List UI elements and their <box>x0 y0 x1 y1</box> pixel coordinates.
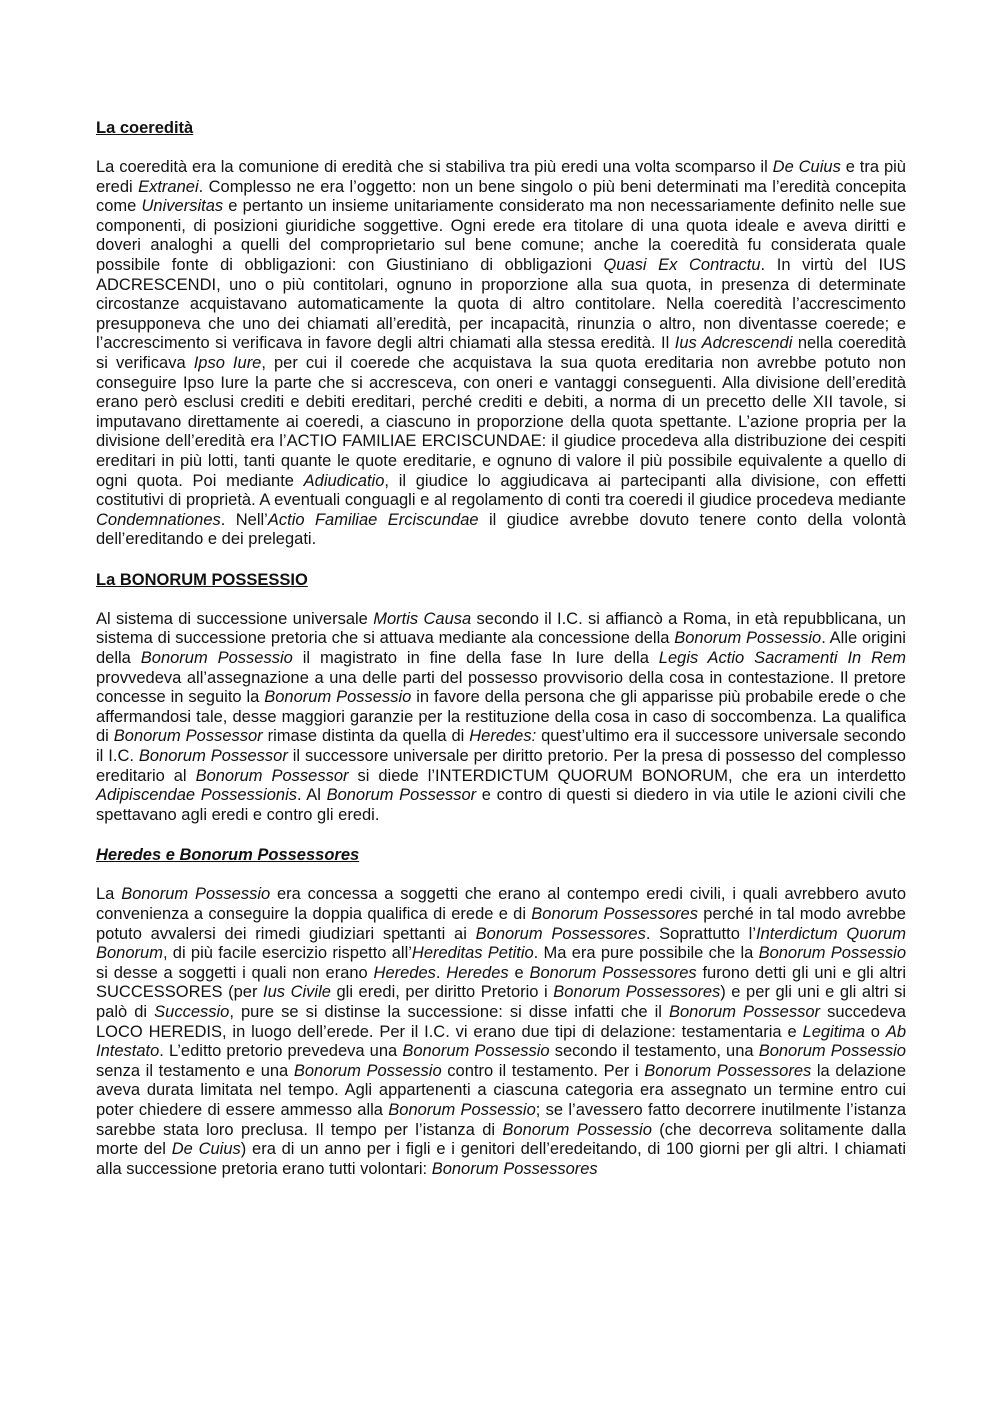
italic-term: Bonorum Possessores <box>644 1061 812 1080</box>
text-run: . Nell’ <box>220 510 268 529</box>
text-run: . Ma era pure possibile che la <box>533 944 759 963</box>
text-run: Al sistema di successione universale <box>96 609 374 628</box>
italic-term: Bonorum Possessio <box>674 629 822 648</box>
italic-term: Interdictum Quorum Bonorum <box>96 924 907 963</box>
italic-term: Hereditas Petitio <box>411 944 534 963</box>
text-run: e <box>508 963 530 982</box>
italic-term: Ipso Iure <box>193 353 262 372</box>
section-paragraph <box>96 610 906 826</box>
text-run: (che decorreva solitamente dalla morte del <box>96 1120 907 1159</box>
italic-term: Bonorum Possessores <box>529 963 697 982</box>
italic-term: Bonorum Possessores <box>553 983 721 1002</box>
italic-term: Adiudicatio <box>303 471 385 490</box>
text-run: era concessa a soggetti che erano al contempo eredi civili, i quali avrebbero avuto convenienza a conseguire la doppia qualifica di erede e di <box>96 885 906 923</box>
italic-term: Bonorum Possessio <box>388 1100 536 1119</box>
text-run: ; se l’avessero fatto decorrere inutilmente l’istanza sarebbe stata loro preclusa. Il tempo per l’istanza di <box>96 1100 906 1139</box>
section-paragraph <box>96 158 906 550</box>
text-run: ) era di un anno per i figli e i genitori dell’eredeitando, di 100 giorni per gli altri. I chiamati alla successione pretoria erano tutti volontari: <box>96 1140 906 1178</box>
text-run: La <box>96 885 122 904</box>
italic-term: Condemnationes <box>96 510 221 529</box>
italic-term: Actio Familiae Erciscundae <box>267 510 479 529</box>
italic-term: Bonorum Possessor <box>326 786 477 805</box>
italic-term: De Cuius <box>772 158 841 176</box>
italic-term: Heredes <box>373 963 436 982</box>
italic-term: Bonorum Possessio <box>758 944 906 963</box>
text-run: o <box>864 1022 886 1041</box>
text-run: quest’ultimo era il successore universale secondo il I.C. <box>96 727 906 766</box>
text-run: e tra più eredi <box>96 158 906 196</box>
italic-term: Bonorum Possessor <box>113 727 263 746</box>
text-run: senza il testamento e una <box>96 1061 294 1080</box>
text-run: . In virtù del IUS ADCRESCENDI, uno o più contitolari, ognuno in proporzione alla sua quota, in presenza di determinate circostanze acquistavano automaticamente la quota di altro contitolare. Nella coeredità l’accrescimento presupponeva che uno dei chiamati all’eredità, per incapacità, rinunzia o altro, non diventasse coerede; e l’accrescimento si verificava in favore degli altri chiamati alla stessa eredità. Il <box>96 255 906 353</box>
italic-term: Ius Adcrescendi <box>674 334 793 353</box>
italic-term: Bonorum Possessor <box>668 1002 821 1021</box>
text-run: , il giudice lo aggiudicava ai partecipanti alla divisione, con effetti costitutivi di proprietà. A eventuali conguagli e al regolamento di conti tra coeredi il giudice procedeva mediante <box>96 471 906 510</box>
text-run: . Soprattutto l’ <box>645 924 757 943</box>
section-paragraph <box>96 885 906 1179</box>
italic-term: Bonorum Possessor <box>138 747 288 766</box>
text-run: il giudice avrebbe dovuto tenere conto della volontà dell’ereditando e dei prelegati. <box>96 510 907 549</box>
text-run: contro il testamento. Per i <box>441 1061 645 1080</box>
text-run: e pertanto un insieme unitariamente considerato ma non necessariamente definito nelle sue componenti, di posizioni giuridiche soggettive. Ogni erede era titolare di una quota ideale e aveva diritti e doveri analoghi a quelli del comproprietario sul bene comune; anche la coeredità fu considerata quale possibile fonte di obbligazioni: con Giustiniano di obbligazioni <box>96 197 906 274</box>
text-run: . Al <box>296 786 327 805</box>
text-run: si diede l’INTERDICTUM QUORUM BONORUM, che era un interdetto <box>348 766 906 785</box>
text-run: . <box>435 963 447 982</box>
italic-term: Bonorum Possessor <box>195 766 349 785</box>
italic-term: Bonorum Possessio <box>264 688 412 707</box>
text-run: ) e per gli uni e gli altri si palò di <box>96 983 906 1021</box>
document-page <box>96 118 906 1199</box>
text-run: , per cui il coerede che acquistava la sua quota ereditaria non avrebbe potuto non conseguire Ipso Iure la parte che si accresceva, con oneri e vantaggi conseguenti. Alla divisione dell’eredità erano però esclusi crediti e debiti ereditari, perché crediti e debiti, a norma di un precetto delle XII tavole, si imputavano direttamente ai coeredi, a ciascuno in proporzione della quota spettante. L’azione propria per la divisione dell’eredità era l’ACTIO FAMILIAE ERCISCUNDAE: il giudice procedeva alla distribuzione dei cespiti ereditari in più lotti, tanti quante le quote ereditarie, e ognuno di valore il più possibile equivalente a quello di ogni quota. Poi mediante <box>96 353 907 490</box>
text-run: succedeva LOCO HEREDIS, in luogo dell’erede. Per il I.C. vi erano due tipi di delazione: testamentaria e <box>96 1002 906 1041</box>
text-run: secondo il I.C. si affiancò a Roma, in età repubblicana, un sistema di successione pretoria che si attuava mediante ala concessione della <box>96 609 906 648</box>
italic-term: Heredes: <box>469 727 537 746</box>
italic-term: Bonorum Possessores <box>475 924 646 943</box>
italic-term: Mortis Causa <box>373 609 472 628</box>
italic-term: Bonorum Possessores <box>531 905 698 923</box>
text-run: La coeredità era la comunione di eredità che si stabiliva tra più eredi una volta scomparso il <box>96 158 773 176</box>
italic-term: Bonorum Possessio <box>121 885 271 904</box>
italic-term: Bonorum Possessio <box>140 649 293 668</box>
text-run: in favore della persona che gli apparisse più probabile erede o che affermandosi tale, desse maggiori garanzie per la restituzione della cosa in caso di soccombenza. La qualifica di <box>96 688 906 746</box>
italic-term: Bonorum Possessio <box>402 1042 550 1061</box>
italic-term: Heredes <box>446 963 509 982</box>
italic-term: Extranei <box>138 177 199 196</box>
text-run: si desse a soggetti i quali non erano <box>96 963 374 982</box>
text-run: . L’editto pretorio prevedeva una <box>159 1042 403 1061</box>
text-run: , di più facile esercizio rispetto all’ <box>162 944 412 963</box>
section-title: Heredes e Bonorum Possessores <box>96 846 360 865</box>
italic-term: Bonorum Possessores <box>431 1159 598 1178</box>
italic-term: Universitas <box>141 197 224 216</box>
italic-term: Bonorum Possessio <box>502 1120 652 1139</box>
italic-term: Ab Intestato <box>96 1022 906 1061</box>
italic-term: Legitima <box>802 1022 865 1041</box>
text-run: il successore universale per diritto pretorio. Per la presa di possesso del complesso ereditario al <box>96 747 906 785</box>
italic-term: Successio <box>154 1002 230 1021</box>
text-run: perché in tal modo avrebbe potuto avvalersi dei rimedi giudiziari spettanti ai <box>96 905 906 943</box>
text-run: la delazione aveva durata limitata nel tempo. Agli appartenenti a ciascuna categoria era assegnato un termine entro cui poter chiedere di essere ammesso alla <box>96 1061 906 1119</box>
text-run: e contro di questi si diedero in via utile le azioni civili che spettavano agli eredi e contro gli eredi. <box>96 786 907 824</box>
text-run: . Alle origini della <box>96 629 906 668</box>
italic-term: Legis Actio Sacramenti In Rem <box>658 649 906 668</box>
text-run: nella coeredità si verificava <box>96 334 906 372</box>
italic-term: De Cuius <box>171 1140 241 1159</box>
section-title: La BONORUM POSSESSIO <box>96 570 308 589</box>
italic-term: Adipiscendae Possessionis <box>96 786 297 805</box>
text-run: . Complesso ne era l’oggetto: non un bene singolo o più beni determinati ma l’eredità concepita come <box>96 177 906 216</box>
section-title: La coeredità <box>96 119 194 137</box>
text-run: furono detti gli uni e gli altri SUCCESSORES (per <box>96 963 906 1002</box>
italic-term: Quasi Ex Contractu <box>603 255 761 274</box>
italic-term: Bonorum Possessio <box>293 1061 442 1080</box>
italic-term: Ius Civile <box>263 983 331 1002</box>
text-run: provvedeva all’assegnazione a una delle parti del possesso provvisorio della cosa in contestazione. Il pretore concesse in seguito la <box>96 668 906 707</box>
text-run: gli eredi, per diritto Pretorio i <box>330 983 554 1002</box>
text-run: , pure se si distinse la successione: si disse infatti che il <box>229 1002 669 1021</box>
text-run: il magistrato in fine della fase In Iure della <box>292 649 659 668</box>
text-run: rimase distinta da quella di <box>262 727 470 746</box>
text-run: secondo il testamento, una <box>549 1042 759 1061</box>
italic-term: Bonorum Possessio <box>758 1042 906 1061</box>
